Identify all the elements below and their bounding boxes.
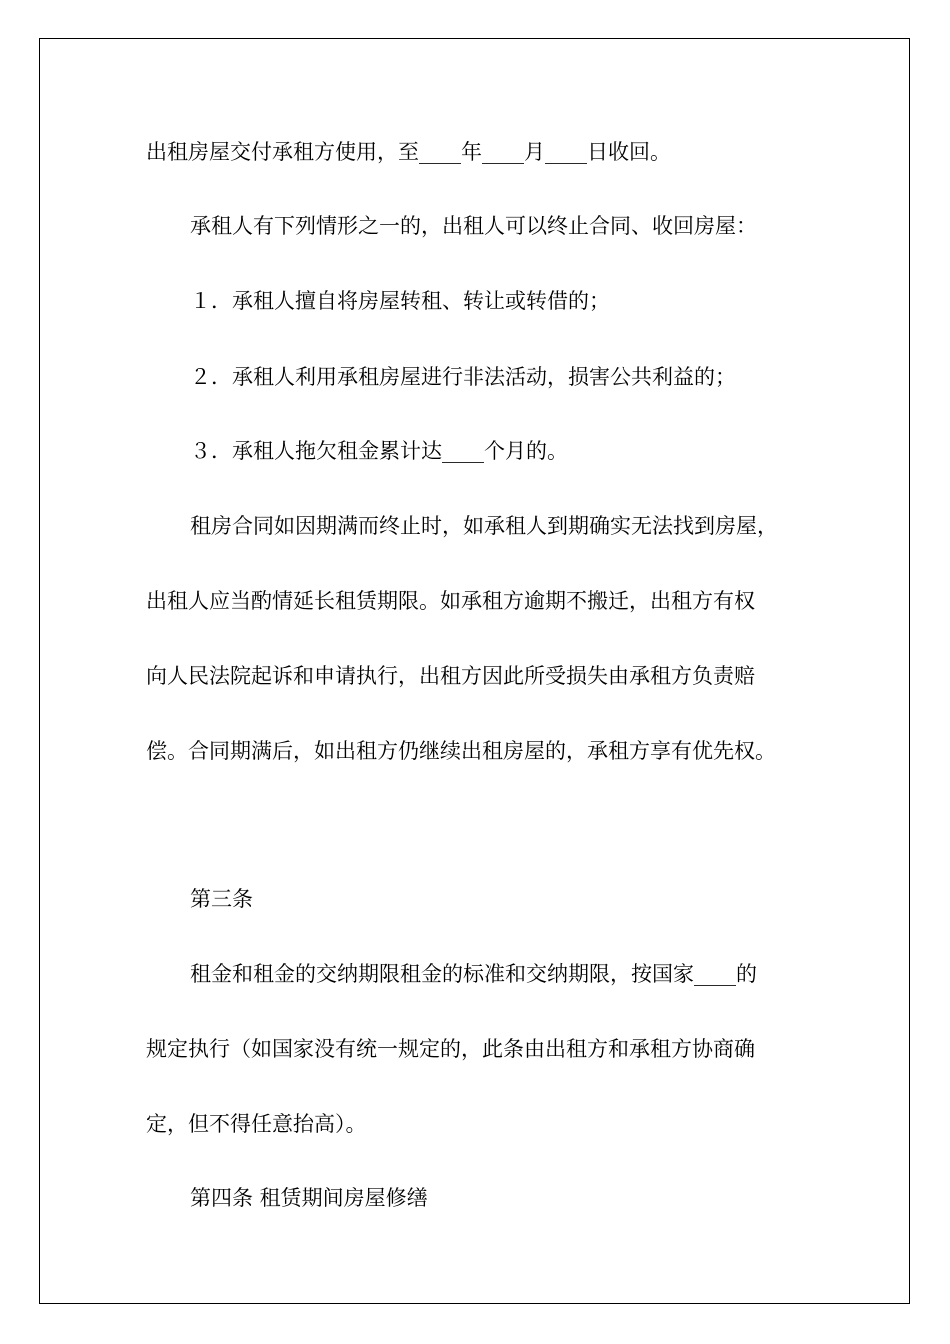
article-3-heading: 第三条: [190, 887, 253, 911]
text-line-expiry-3: 向人民法院起诉和申请执行，出租方因此所受损失由承租方负责赔: [146, 664, 755, 688]
article-4-heading: 第四条 租赁期间房屋修缮: [190, 1186, 428, 1210]
text-line-rent-3: 定，但不得任意抬高）。: [146, 1112, 367, 1136]
text-line-rent-1: 租金和租金的交纳期限租金的标准和交纳期限，按国家____的: [190, 962, 757, 986]
list-item-2: ２．承租人利用承租房屋进行非法活动，损害公共利益的；: [190, 365, 736, 389]
list-item-1: １．承租人擅自将房屋转租、转让或转借的；: [190, 289, 610, 313]
list-item-3: ３．承租人拖欠租金累计达____个月的。: [190, 439, 568, 463]
text-line-expiry-4: 偿。合同期满后，如出租方仍继续出租房屋的，承租方享有优先权。: [146, 739, 776, 763]
text-line-expiry-2: 出租人应当酌情延长租赁期限。如承租方逾期不搬迁，出租方有权: [146, 589, 755, 613]
text-line-termination-intro: 承租人有下列情形之一的，出租人可以终止合同、收回房屋：: [190, 214, 757, 238]
text-line-return-date: 出租房屋交付承租方使用，至____年____月____日收回。: [146, 140, 671, 164]
text-line-expiry-1: 租房合同如因期满而终止时，如承租人到期确实无法找到房屋，: [190, 514, 778, 538]
text-line-rent-2: 规定执行（如国家没有统一规定的，此条由出租方和承租方协商确: [146, 1037, 755, 1061]
